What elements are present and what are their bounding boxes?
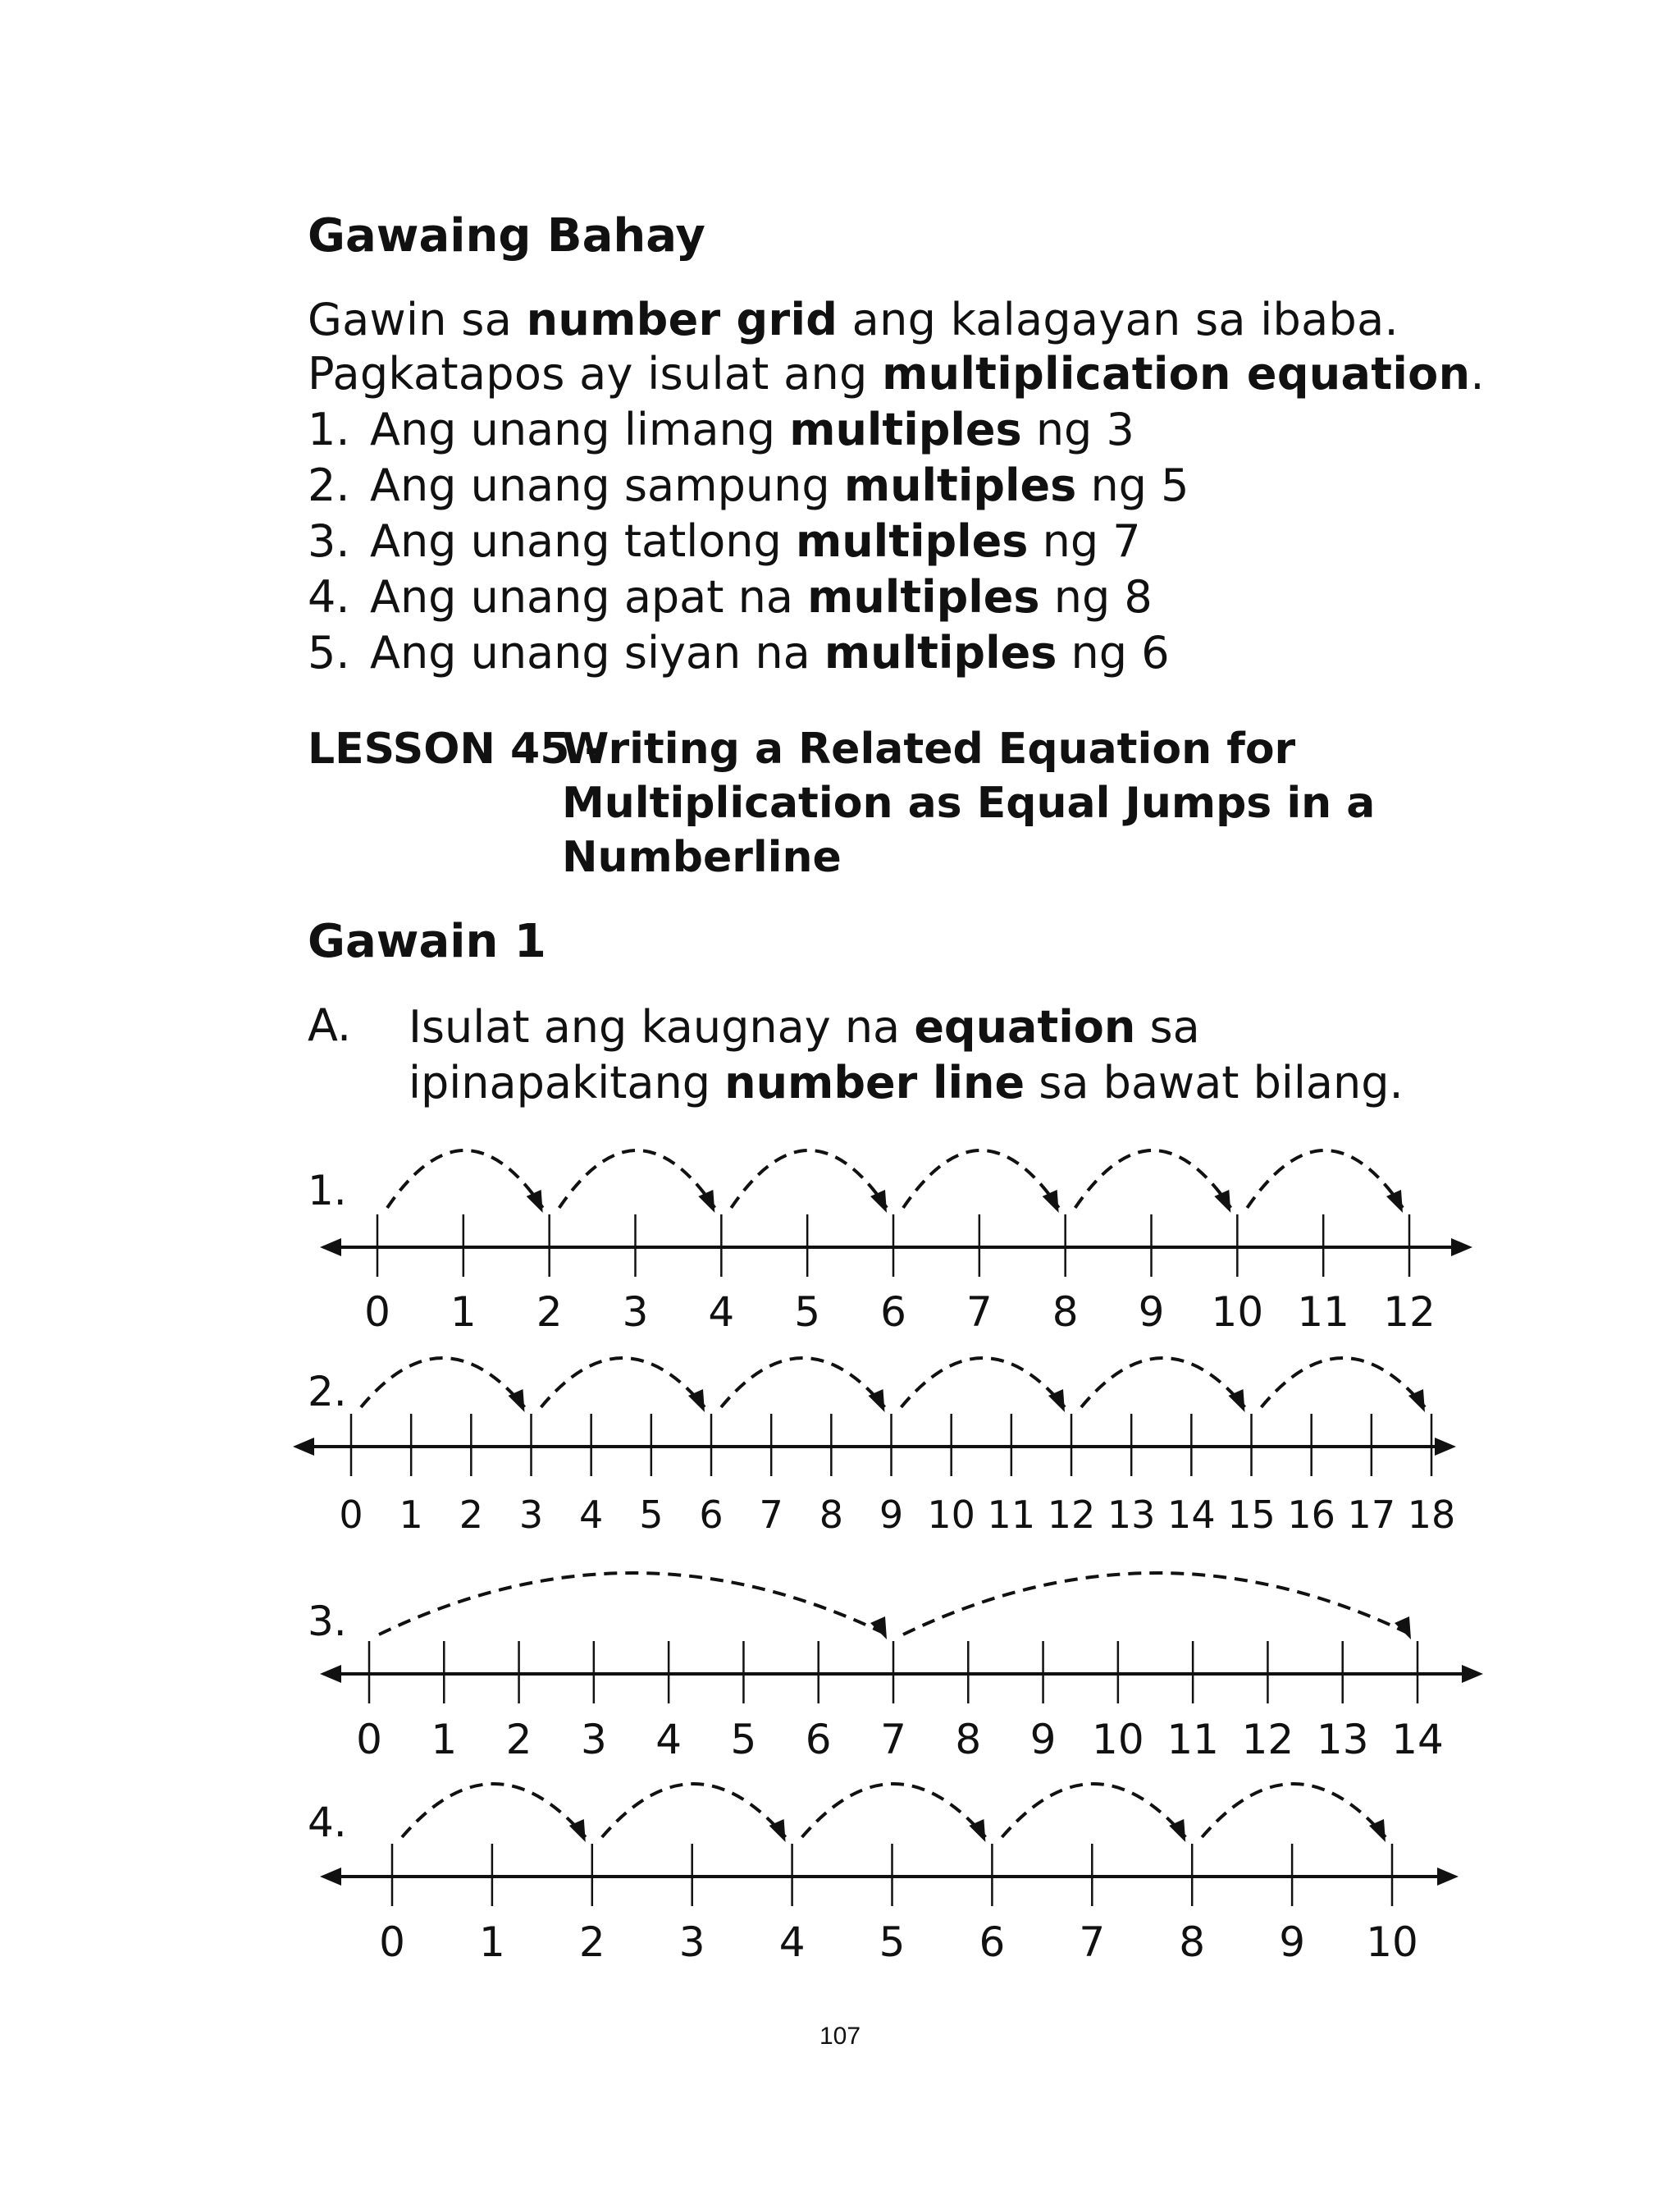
jump-arc — [559, 1150, 715, 1208]
jump-arc — [731, 1150, 887, 1208]
jump-arc — [1262, 1358, 1426, 1407]
jump-arrowhead-icon — [698, 1190, 714, 1213]
tick-label: 7 — [1079, 1918, 1106, 1966]
tick-label: 9 — [1279, 1918, 1306, 1966]
jump-arc — [402, 1784, 586, 1837]
tick-label: 1 — [450, 1288, 477, 1336]
tick-label: 4 — [708, 1288, 735, 1336]
tick-label: 7 — [966, 1288, 993, 1336]
jump-arrowhead-icon — [870, 1616, 887, 1639]
text-segment: ang kalagayan sa ibaba. — [838, 294, 1399, 345]
tick-label: 2 — [459, 1493, 483, 1537]
bold-term: equation — [914, 1001, 1136, 1053]
bold-term: number line — [724, 1057, 1025, 1109]
tick-label: 7 — [759, 1493, 783, 1537]
axis-left-arrow-icon — [320, 1665, 341, 1683]
jump-arc — [602, 1784, 786, 1837]
jump-arc — [1081, 1358, 1245, 1407]
tick-label: 10 — [1366, 1918, 1418, 1966]
tick-label: 0 — [356, 1716, 382, 1763]
jump-arc — [1202, 1784, 1386, 1837]
item-number: 5. — [308, 627, 350, 679]
item-number: 3. — [308, 515, 350, 567]
text-segment: Isulat ang kaugnay na — [409, 1001, 915, 1053]
number-line-2 — [293, 1358, 1456, 1537]
bold-term: multiples — [843, 459, 1077, 511]
axis-left-arrow-icon — [320, 1868, 341, 1886]
tick-label: 16 — [1287, 1493, 1335, 1537]
text-segment: ng 3 — [1021, 404, 1134, 455]
number-line-1 — [308, 1150, 1472, 1336]
text-segment: sa bawat bilang. — [1025, 1057, 1404, 1109]
tick-label: 13 — [1107, 1493, 1156, 1537]
tick-label: 7 — [880, 1716, 906, 1763]
tick-label: 10 — [1092, 1716, 1144, 1763]
bold-term: multiples — [789, 404, 1022, 455]
tick-label: 11 — [1297, 1288, 1349, 1336]
tick-label: 2 — [578, 1918, 605, 1966]
jump-arrowhead-icon — [870, 1190, 887, 1213]
number-line-label: 1. — [308, 1167, 347, 1214]
tick-label: 1 — [399, 1493, 423, 1537]
text-segment: . — [1470, 348, 1485, 400]
tick-label: 12 — [1241, 1716, 1294, 1763]
text-segment: Ang unang sampung — [370, 459, 844, 511]
jump-arrowhead-icon — [1395, 1616, 1411, 1639]
tick-label: 15 — [1227, 1493, 1276, 1537]
tick-label: 12 — [1383, 1288, 1436, 1336]
tick-label: 10 — [1211, 1288, 1264, 1336]
jump-arrowhead-icon — [1386, 1190, 1403, 1213]
jump-arc — [721, 1358, 885, 1407]
tick-label: 8 — [955, 1716, 982, 1763]
lesson-title-line: Multiplication as Equal Jumps in a — [562, 779, 1376, 828]
text-segment: ng 6 — [1057, 627, 1170, 679]
jump-arrowhead-icon — [1214, 1190, 1230, 1213]
jump-arrowhead-icon — [527, 1190, 543, 1213]
tick-label: 17 — [1347, 1493, 1396, 1537]
tick-label: 1 — [478, 1918, 505, 1966]
page-number: 107 — [819, 2023, 861, 2050]
jump-arc — [1002, 1784, 1185, 1837]
tick-label: 14 — [1167, 1493, 1216, 1537]
text-segment: ng 5 — [1076, 459, 1189, 511]
tick-label: 5 — [879, 1918, 906, 1966]
jump-arc — [902, 1358, 1066, 1407]
bold-term: multiples — [807, 571, 1040, 623]
tick-label: 2 — [505, 1716, 532, 1763]
text-segment: Pagkatapos ay isulat ang — [308, 348, 883, 400]
tick-label: 6 — [979, 1918, 1006, 1966]
jump-arrowhead-icon — [1043, 1190, 1059, 1213]
tick-label: 11 — [1166, 1716, 1219, 1763]
text-segment: Ang unang apat na — [370, 571, 808, 623]
tick-label: 6 — [880, 1288, 906, 1336]
tick-label: 6 — [805, 1716, 832, 1763]
tick-label: 3 — [518, 1493, 544, 1537]
text-segment: ng 8 — [1039, 571, 1153, 623]
tick-label: 3 — [622, 1288, 649, 1336]
bold-term: number grid — [526, 294, 838, 345]
tick-label: 4 — [778, 1918, 806, 1966]
bold-term: multiples — [795, 515, 1029, 567]
jump-arc — [379, 1573, 887, 1634]
axis-right-arrow-icon — [1435, 1438, 1456, 1456]
bold-term: multiples — [824, 627, 1057, 679]
text-segment: sa — [1135, 1001, 1200, 1053]
jump-arc — [541, 1358, 705, 1407]
tick-label: 5 — [794, 1288, 821, 1336]
tick-label: 8 — [1179, 1918, 1206, 1966]
text-segment: Ang unang tatlong — [370, 515, 796, 567]
text-segment: Gawin sa — [308, 294, 527, 345]
activity-heading: Gawain 1 — [308, 915, 546, 968]
tick-label: 9 — [1138, 1288, 1165, 1336]
lesson-title-line: Writing a Related Equation for — [562, 725, 1296, 774]
tick-label: 12 — [1047, 1493, 1096, 1537]
tick-label: 18 — [1407, 1493, 1456, 1537]
tick-label: 13 — [1316, 1716, 1369, 1763]
item-number: 1. — [308, 404, 350, 455]
number-line-label: 4. — [308, 1799, 347, 1846]
lesson-label: LESSON 45 - — [308, 725, 603, 774]
number-line-3 — [308, 1573, 1483, 1763]
homework-heading: Gawaing Bahay — [308, 209, 705, 263]
jump-arc — [387, 1150, 543, 1208]
tick-label: 0 — [379, 1918, 405, 1966]
jump-arc — [802, 1784, 986, 1837]
tick-label: 8 — [819, 1493, 843, 1537]
tick-label: 2 — [536, 1288, 563, 1336]
tick-label: 3 — [678, 1918, 705, 1966]
tick-label: 5 — [730, 1716, 757, 1763]
bold-term: multiplication equation — [882, 348, 1471, 400]
number-line-label: 2. — [308, 1368, 347, 1415]
axis-left-arrow-icon — [320, 1238, 341, 1256]
tick-label: 0 — [364, 1288, 390, 1336]
tick-label: 14 — [1391, 1716, 1444, 1763]
jump-arc — [1075, 1150, 1231, 1208]
tick-label: 10 — [927, 1493, 975, 1537]
item-number: 4. — [308, 571, 350, 623]
axis-right-arrow-icon — [1437, 1868, 1459, 1886]
lesson-title-line: Numberline — [562, 833, 842, 882]
tick-label: 9 — [879, 1493, 904, 1537]
tick-label: 4 — [655, 1716, 682, 1763]
item-number: 2. — [308, 459, 350, 511]
jump-arc — [1247, 1150, 1403, 1208]
axis-left-arrow-icon — [293, 1438, 314, 1456]
number-line-label: 3. — [308, 1598, 347, 1645]
jump-arc — [903, 1150, 1059, 1208]
tick-label: 3 — [580, 1716, 607, 1763]
tick-label: 9 — [1029, 1716, 1057, 1763]
tick-label: 4 — [579, 1493, 604, 1537]
text-segment: Ang unang siyan na — [370, 627, 824, 679]
jump-arc — [903, 1573, 1411, 1634]
activity-letter: A. — [308, 999, 352, 1051]
axis-right-arrow-icon — [1462, 1665, 1483, 1683]
tick-label: 0 — [339, 1493, 363, 1537]
text-segment: ipinapakitang — [409, 1057, 725, 1109]
text-segment: ng 7 — [1028, 515, 1141, 567]
axis-right-arrow-icon — [1451, 1238, 1472, 1256]
tick-label: 11 — [987, 1493, 1036, 1537]
text-segment: Ang unang limang — [370, 404, 790, 455]
number-line-4 — [308, 1784, 1459, 1966]
tick-label: 5 — [639, 1493, 664, 1537]
tick-label: 8 — [1052, 1288, 1079, 1336]
tick-label: 6 — [699, 1493, 724, 1537]
tick-label: 1 — [431, 1716, 458, 1763]
jump-arc — [361, 1358, 525, 1407]
